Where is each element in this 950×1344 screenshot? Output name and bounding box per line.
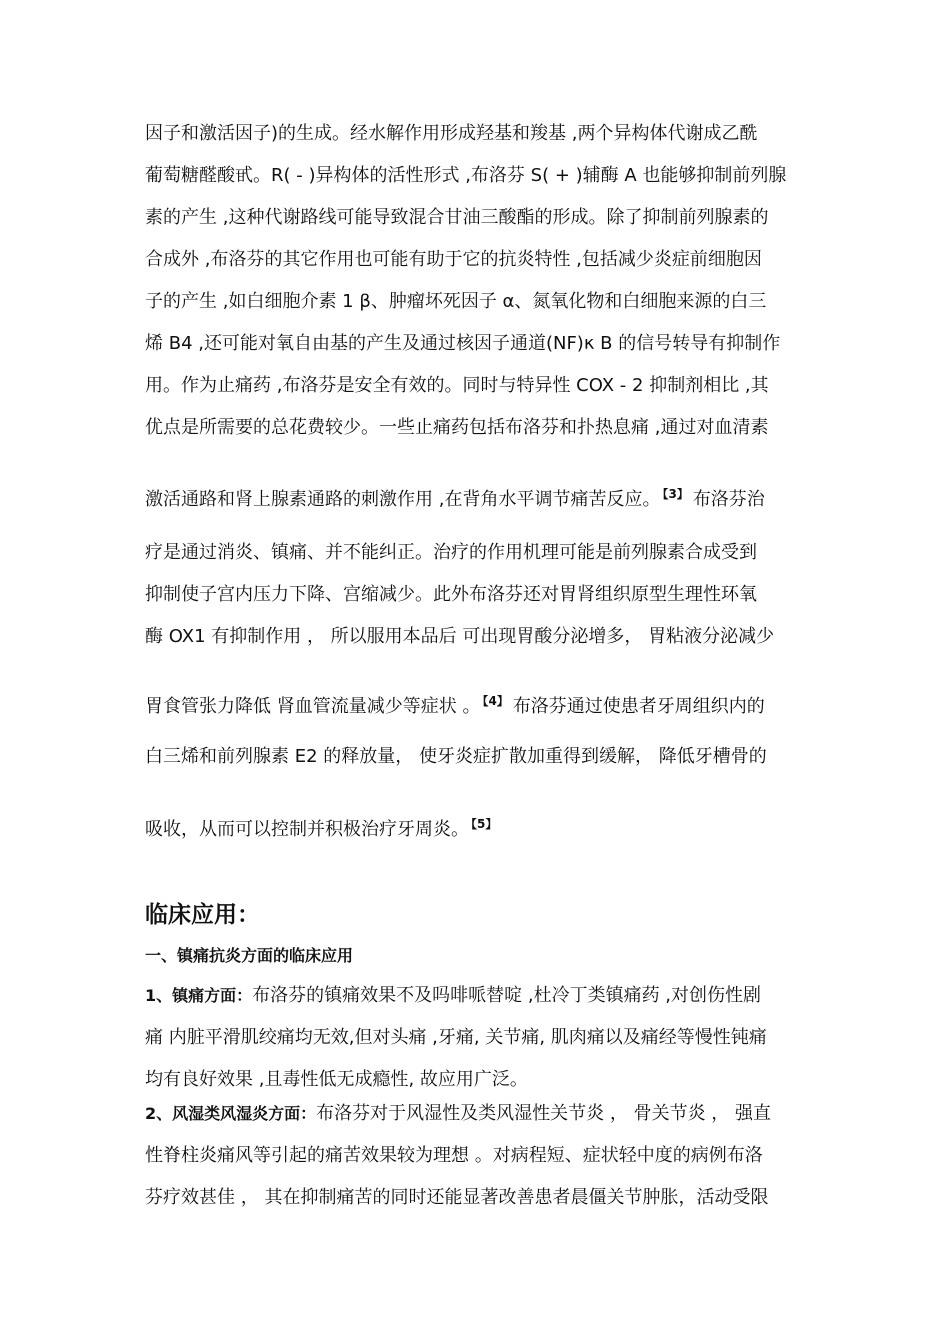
body-line-14: 白三烯和前列腺素 E2 的释放量， 使牙炎症扩散加重得到缓解， 降低牙槽骨的 <box>145 746 767 767</box>
body-line-13-tail: 布洛芬通过使患者牙周组织内的 <box>512 696 765 717</box>
body-line-9-tail: 布洛芬治 <box>692 489 765 510</box>
body-line-3: 素的产生 ,这种代谢路线可能导致混合甘油三酸酯的形成。除了抑制前列腺素的 <box>145 207 769 228</box>
section-title: 临床应用： <box>145 902 260 928</box>
body-line-1: 因子和激活因子)的生成。经水解作用形成羟基和羧基 ,两个异构体代谢成乙酰 <box>145 123 758 144</box>
item-1-line-1 <box>145 984 810 1008</box>
item-1-lead: 1、镇痛方面： <box>145 986 253 1005</box>
body-line-4: 合成外 ,布洛芬的其它作用也可能有助于它的抗炎特性 ,包括减少炎症前细胞因 <box>145 249 762 270</box>
item-1-line-3: 均有良好效果 ,且毒性低无成瘾性, 故应用广泛。 <box>145 1069 528 1090</box>
body-line-7: 用。作为止痛药 ,布洛芬是安全有效的。同时与特异性 COX - 2 抑制剂相比 ,其 <box>145 375 769 396</box>
citation-ref-4: 【4】 <box>482 695 509 708</box>
body-line-9-text: 激活通路和肾上腺素通路的刺激作用 ,在背角水平调节痛苦反应。 <box>145 489 661 510</box>
citation-ref-3: 【3】 <box>662 488 689 501</box>
body-line-9 <box>145 488 810 512</box>
item-2-text-1: 布洛芬对于风湿性及类风湿性关节炎 ， 骨关节炎 ， 强直 <box>316 1103 772 1124</box>
citation-ref-5: 【5】 <box>471 818 498 831</box>
body-line-11: 抑制使子宫内压力下降、宫缩减少。此外布洛芬还对胃肾组织原型生理性环氧 <box>145 584 757 605</box>
item-2-line-1 <box>145 1102 810 1126</box>
item-2-line-2: 性脊柱炎痛风等引起的痛苦效果较为理想 。对病程短、症状轻中度的病例布洛 <box>145 1145 763 1166</box>
body-line-15-text: 吸收，从而可以控制并积极治疗牙周炎。 <box>145 819 469 840</box>
body-line-8: 优点是所需要的总花费较少。一些止痛药包括布洛芬和扑热息痛 ,通过对血清素 <box>145 417 769 438</box>
item-2-line-3: 芬疗效甚佳 ， 其在抑制痛苦的同时还能显著改善患者晨僵关节肿胀，活动受限 <box>145 1187 769 1208</box>
body-line-6: 烯 B4 ,还可能对氧自由基的产生及通过核因子通道(NF)κ B 的信号转导有抑制作 <box>145 333 781 354</box>
body-line-15 <box>145 818 810 842</box>
item-1-text-1: 布洛芬的镇痛效果不及吗啡哌替啶 ,杜冷丁类镇痛药 ,对创伤性剧 <box>252 985 762 1006</box>
body-line-2: 葡萄糖醛酸甙。R( - )异构体的活性形式 ,布洛芬 S( + )辅酶 A 也能够抑制前列腺 <box>145 165 787 186</box>
body-line-10: 疗是通过消炎、镇痛、并不能纠正。治疗的作用机理可能是前列腺素合成受到 <box>145 542 757 563</box>
body-line-13 <box>145 695 810 719</box>
item-2-lead: 2、风湿类风湿炎方面： <box>145 1104 317 1123</box>
body-line-12: 酶 OX1 有抑制作用 ， 所以服用本品后 可出现胃酸分泌增多， 胃粘液分泌减少 <box>145 626 775 647</box>
item-1-line-2: 痛 内脏平滑肌绞痛均无效,但对头痛 ,牙痛, 关节痛, 肌肉痛以及痛经等慢性钝痛 <box>145 1027 767 1048</box>
body-line-5: 子的产生 ,如白细胞介素 1 β、肿瘤坏死因子 α、氮氧化物和白细胞来源的白三 <box>145 291 767 312</box>
body-line-13-text: 胃食管张力降低 肾血管流量减少等症状 。 <box>145 696 481 717</box>
section-subtitle: 一、镇痛抗炎方面的临床应用 <box>145 946 354 965</box>
